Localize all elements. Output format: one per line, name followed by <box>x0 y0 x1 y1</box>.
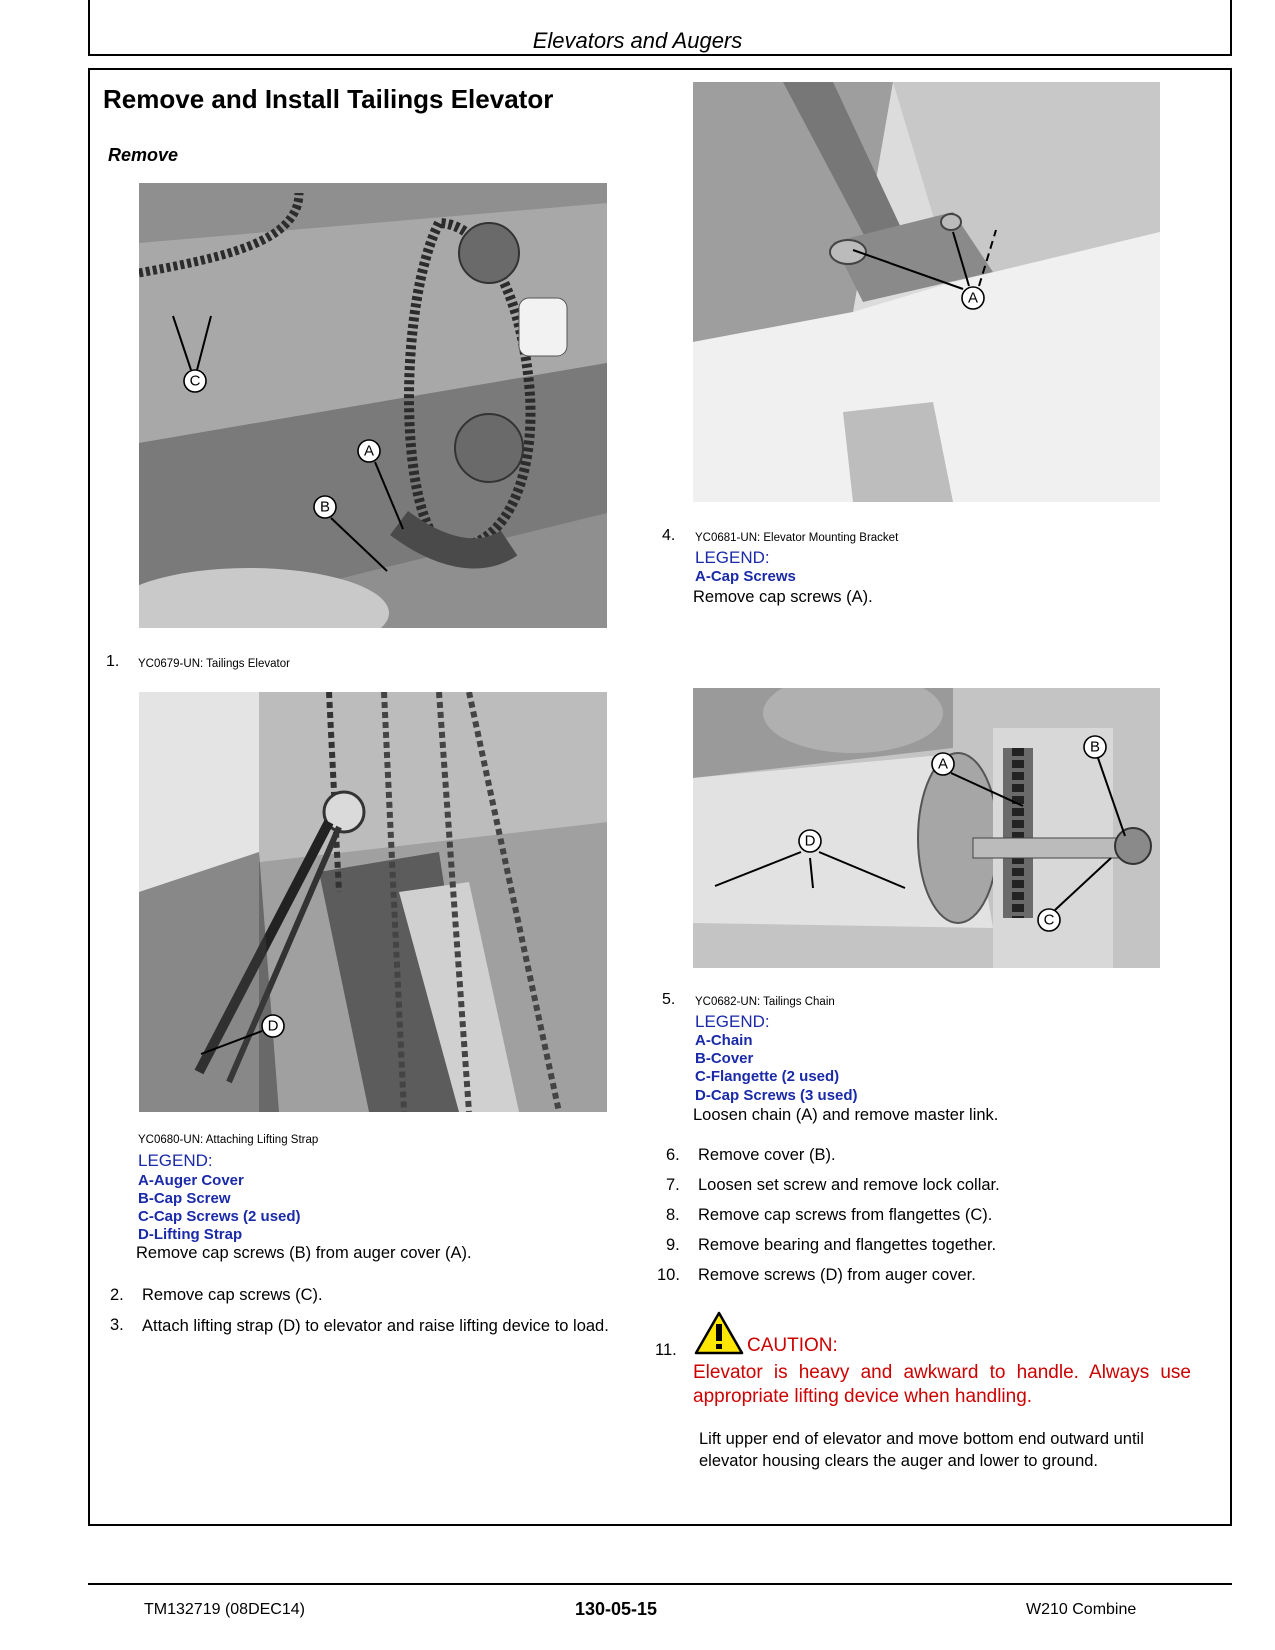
legend-item: B-Cap Screw <box>138 1190 231 1207</box>
footer-rule <box>88 1583 1232 1585</box>
legend-item: A-Auger Cover <box>138 1172 244 1189</box>
step-number: 8. <box>666 1206 680 1224</box>
header-title: Elevators and Augers <box>532 28 743 53</box>
legend-item: C-Flangette (2 used) <box>695 1068 840 1085</box>
figure-caption-2: YC0680-UN: Attaching Lifting Strap <box>138 1134 319 1146</box>
section-heading-remove: Remove <box>108 145 179 165</box>
step-text: Remove screws (D) from auger cover. <box>698 1266 976 1284</box>
step-text: Loosen set screw and remove lock collar. <box>698 1176 1000 1194</box>
legend-heading-4: LEGEND: <box>695 548 770 567</box>
photo-tailings-elevator <box>139 183 607 628</box>
legend-item: D-Lifting Strap <box>138 1226 243 1243</box>
instruction-text: Remove cap screws (B) from auger cover (A). <box>136 1244 472 1262</box>
footer-doc-id: TM132719 (08DEC14) <box>144 1601 305 1618</box>
step-text: Remove cap screws from flangettes (C). <box>698 1206 993 1224</box>
figure-caption-5: YC0682-UN: Tailings Chain <box>695 996 835 1008</box>
step-number: 10. <box>657 1266 680 1284</box>
step-text: Remove cover (B). <box>698 1146 836 1164</box>
callout-b-label: B <box>319 498 331 516</box>
callout-a-label: A <box>937 755 949 773</box>
step-number: 9. <box>666 1236 680 1254</box>
figure-lifting-strap <box>139 692 607 1112</box>
instruction-text: Loosen chain (A) and remove master link. <box>693 1106 999 1124</box>
step-text: Remove cap screws (C). <box>142 1286 323 1304</box>
legend-item: A-Cap Screws <box>695 568 796 585</box>
figure-caption-1: YC0679-UN: Tailings Elevator <box>138 658 290 670</box>
instruction-text: Remove cap screws (A). <box>693 588 873 606</box>
caution-follow-text: Lift upper end of elevator and move bottom end outward until elevator housing clears the auger and lower to ground. <box>699 1430 1144 1470</box>
step-text: Remove bearing and flangettes together. <box>698 1236 997 1254</box>
figure-tailings-elevator <box>139 183 607 628</box>
callout-a-label: A <box>363 442 375 460</box>
warning-triangle-icon <box>694 1311 744 1355</box>
figure-caption-4: YC0681-UN: Elevator Mounting Bracket <box>695 532 899 544</box>
callout-d-label: D <box>804 832 816 850</box>
legend-item: B-Cover <box>695 1050 754 1067</box>
footer-page-number: 130-05-15 <box>575 1599 658 1619</box>
step-number-4: 4. <box>662 527 676 544</box>
step-number-5: 5. <box>662 991 676 1008</box>
callout-d-label: D <box>267 1017 279 1035</box>
caution-text: Elevator is heavy and awkward to handle. Always use appropriate lifting device when handling. <box>693 1362 1191 1407</box>
callout-c-label: C <box>189 372 201 390</box>
step-number: 2. <box>110 1286 124 1304</box>
figure-tailings-chain <box>693 688 1160 968</box>
step-number: 6. <box>666 1146 680 1164</box>
legend-item: C-Cap Screws (2 used) <box>138 1208 301 1225</box>
callout-c-label: C <box>1043 911 1055 929</box>
page-title: Remove and Install Tailings Elevator <box>103 84 554 114</box>
step-number: 3. <box>110 1316 124 1334</box>
photo-tailings-chain <box>693 688 1160 968</box>
step-number: 7. <box>666 1176 680 1194</box>
photo-lifting-strap <box>139 692 607 1112</box>
step-text: Attach lifting strap (D) to elevator and raise lifting device to load. <box>142 1317 609 1335</box>
figure-mounting-bracket <box>693 82 1160 502</box>
legend-item: A-Chain <box>695 1032 753 1049</box>
step-number: 11. <box>655 1341 677 1359</box>
callout-a-label: A <box>967 289 979 307</box>
caution-title: CAUTION: <box>747 1335 838 1356</box>
callout-b-label: B <box>1089 738 1101 756</box>
legend-heading-5: LEGEND: <box>695 1012 770 1031</box>
legend-heading-2: LEGEND: <box>138 1151 213 1170</box>
footer-product-name: W210 Combine <box>1026 1601 1137 1618</box>
legend-item: D-Cap Screws (3 used) <box>695 1087 858 1104</box>
step-number-1: 1. <box>106 653 120 670</box>
photo-mounting-bracket <box>693 82 1160 502</box>
